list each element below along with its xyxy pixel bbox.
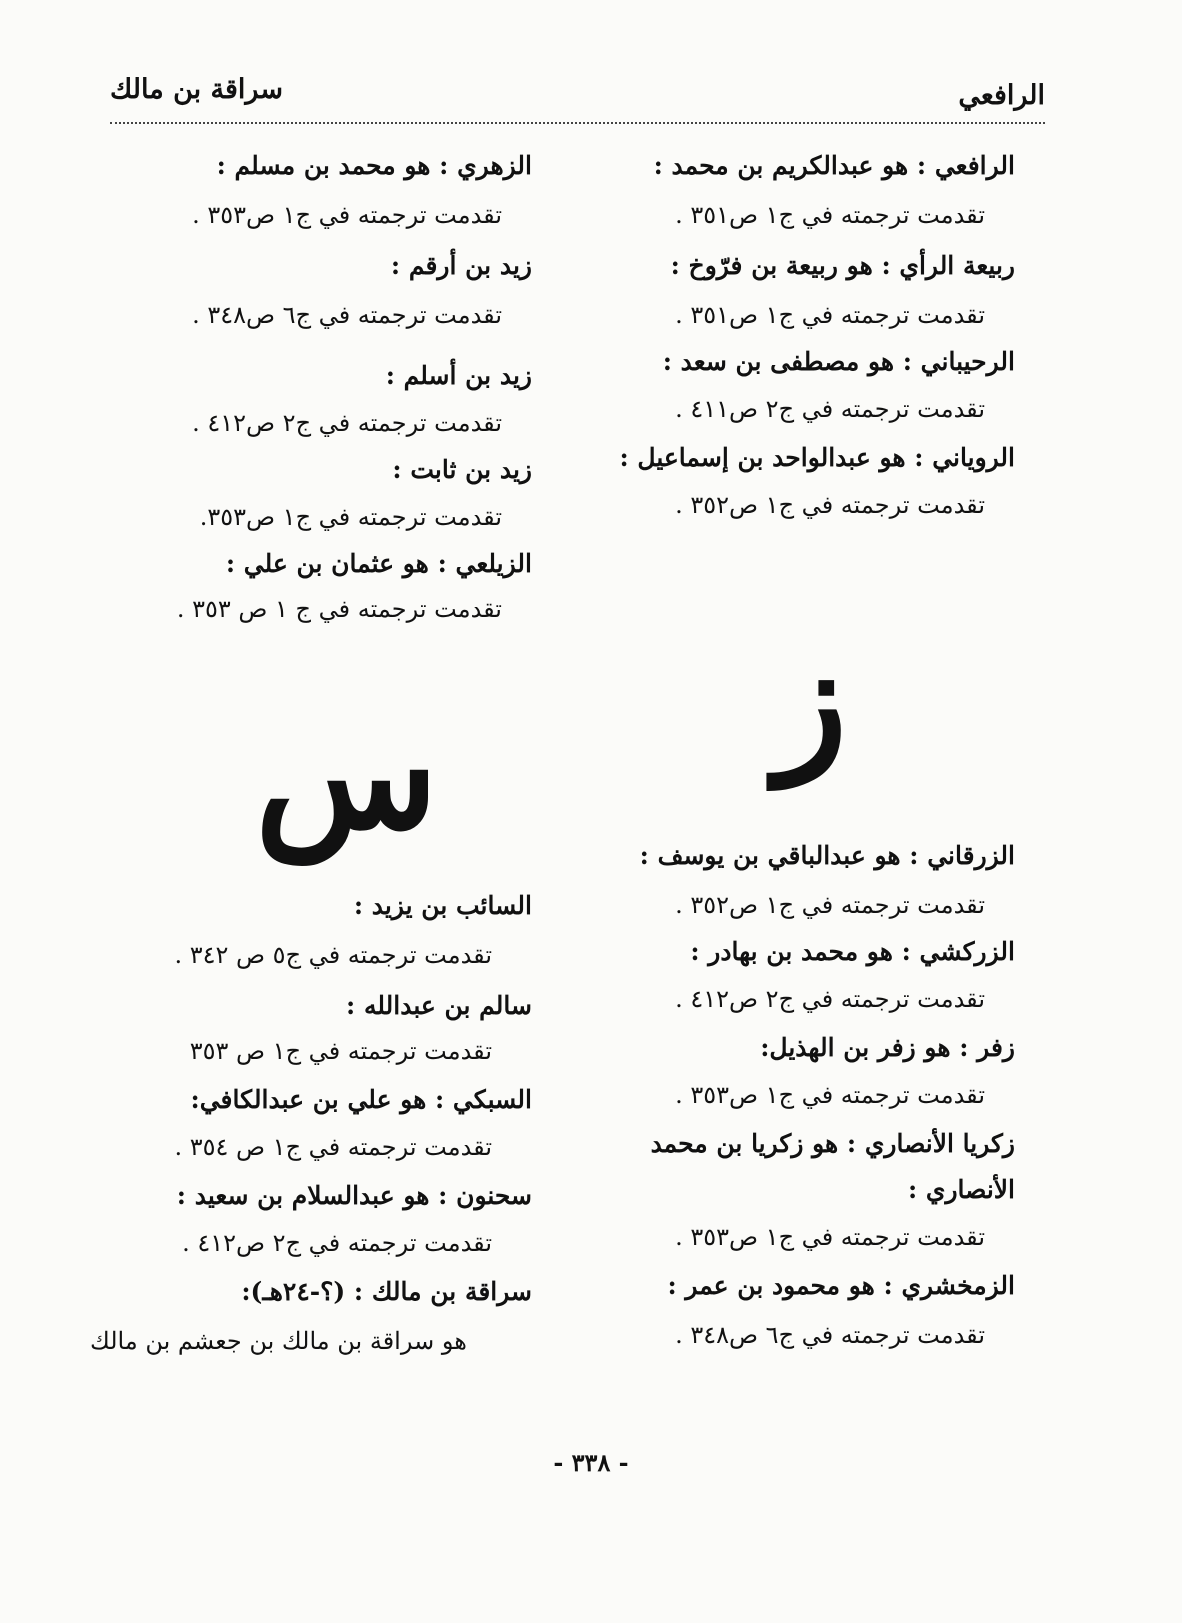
entry-reference: تقدمت ترجمته في ج٦ ص٣٤٨ .	[192, 301, 502, 329]
running-head-left: سراقة بن مالك	[110, 74, 283, 105]
entry-heading: الرافعي : هو عبدالكريم بن محمد :	[653, 151, 1015, 180]
entry-reference: تقدمت ترجمته في ج ١ ص ٣٥٣ .	[176, 595, 502, 623]
entry-heading-continuation: الأنصاري :	[907, 1175, 1015, 1204]
entry-heading: ربيعة الرأي : هو ربيعة بن فرّوخ :	[670, 251, 1015, 280]
page-number: - ٣٣٨ -	[553, 1448, 629, 1477]
entry-reference: تقدمت ترجمته في ج١ ص٣٥٢ .	[675, 491, 985, 519]
entry-reference: تقدمت ترجمته في ج١ ص٣٥١ .	[675, 201, 985, 229]
right-column-top	[590, 150, 1015, 530]
entry-reference: تقدمت ترجمته في ج٢ ص٤١٢ .	[192, 409, 502, 437]
entry-heading: الزيلعي : هو عثمان بن علي :	[225, 549, 532, 578]
entry-heading: زيد بن أرقم :	[390, 251, 532, 280]
entry-reference: تقدمت ترجمته في ج٥ ص ٣٤٢ .	[174, 941, 492, 969]
entry-biography: هو سراقة بن مالك بن جعشم بن مالك	[90, 1327, 467, 1355]
left-column-bottom	[90, 890, 532, 1380]
entry-reference: تقدمت ترجمته في ج١ ص٣٥٣ .	[675, 1081, 985, 1109]
entry-reference: تقدمت ترجمته في ج١ ص٣٥٢ .	[675, 891, 985, 919]
entry-heading: الزركشي : هو محمد بن بهادر :	[690, 937, 1015, 966]
entry-reference: تقدمت ترجمته في ج١ ص٣٥٣ .	[192, 201, 502, 229]
running-head-right: الرافعي	[958, 80, 1045, 111]
entry-heading: الروياني : هو عبدالواحد بن إسماعيل :	[619, 443, 1015, 472]
entry-heading: السائب بن يزيد :	[353, 891, 532, 920]
section-letter-zay: ز	[775, 612, 848, 788]
entry-reference: تقدمت ترجمته في ج١ ص ٣٥٣	[189, 1037, 492, 1065]
entry-heading: الزمخشري : هو محمود بن عمر :	[667, 1271, 1015, 1300]
entry-reference: تقدمت ترجمته في ج٢ ص٤١١ .	[675, 395, 985, 423]
entry-reference: تقدمت ترجمته في ج١ ص٣٥٣.	[199, 503, 502, 531]
entry-heading: زكريا الأنصاري : هو زكريا بن محمد	[650, 1129, 1015, 1158]
entry-reference: تقدمت ترجمته في ج٦ ص٣٤٨ .	[675, 1321, 985, 1349]
right-column-bottom	[590, 840, 1015, 1380]
entry-heading: زفر : هو زفر بن الهذيل:	[760, 1033, 1015, 1062]
entry-heading: الرحيباني : هو مصطفى بن سعد :	[662, 347, 1015, 376]
left-column-top	[140, 150, 532, 630]
entry-heading: السبكي : هو علي بن عبدالكافي:	[190, 1085, 532, 1114]
entry-heading: زيد بن أسلم :	[385, 361, 532, 390]
entry-reference: تقدمت ترجمته في ج١ ص٣٥١ .	[675, 301, 985, 329]
entry-heading: سالم بن عبدالله :	[346, 991, 532, 1020]
entry-heading: سراقة بن مالك : (؟-٢٤هـ):	[241, 1277, 532, 1306]
entry-heading: الزهري : هو محمد بن مسلم :	[216, 151, 532, 180]
entry-heading: الزرقاني : هو عبدالباقي بن يوسف :	[639, 841, 1015, 870]
entry-heading: سحنون : هو عبدالسلام بن سعيد :	[176, 1181, 532, 1210]
entry-reference: تقدمت ترجمته في ج١ ص٣٥٣ .	[675, 1223, 985, 1251]
running-head	[110, 72, 1045, 124]
entry-heading: زيد بن ثابت :	[392, 455, 532, 484]
entry-reference: تقدمت ترجمته في ج٢ ص٤١٢ .	[675, 985, 985, 1013]
entry-reference: تقدمت ترجمته في ج٢ ص٤١٢ .	[182, 1229, 492, 1257]
section-letter-seen: س	[255, 687, 439, 863]
entry-reference: تقدمت ترجمته في ج١ ص ٣٥٤ .	[174, 1133, 492, 1161]
